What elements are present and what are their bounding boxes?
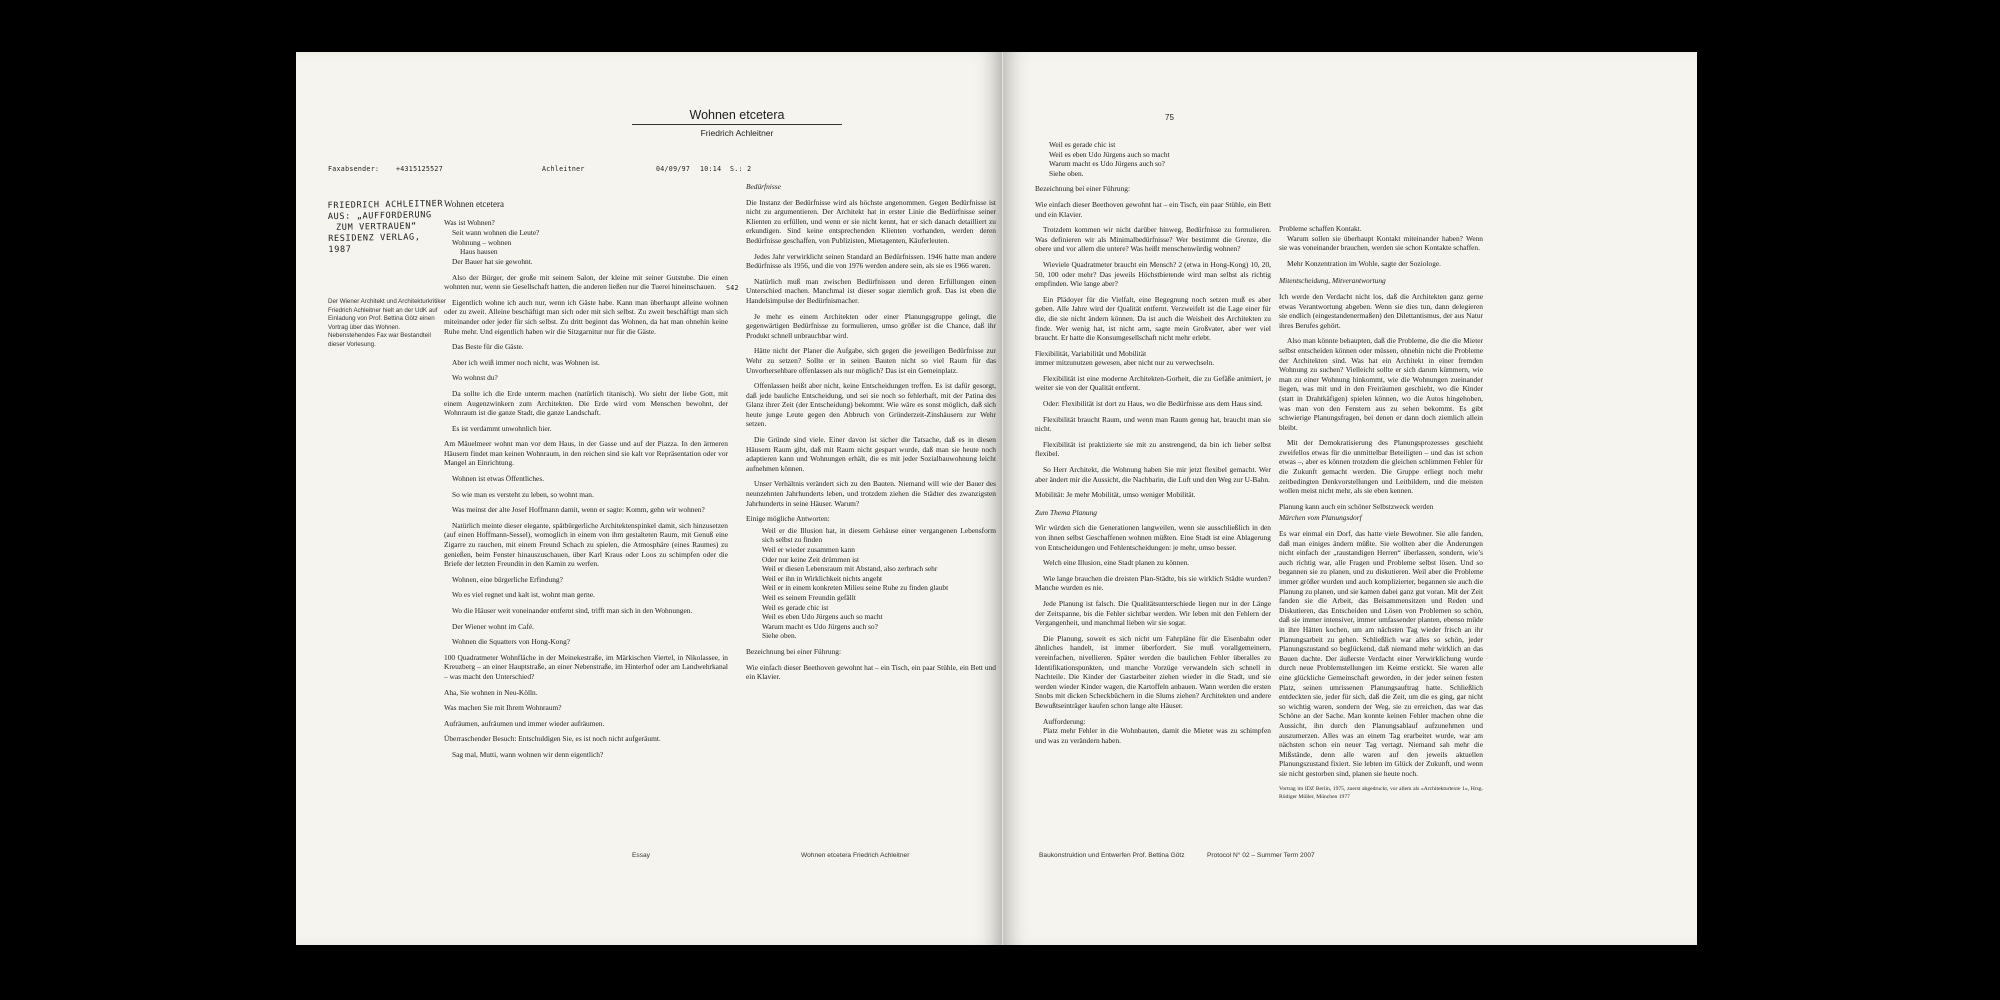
fax-name: Achleitner bbox=[542, 165, 585, 173]
left-column-1: Wohnen etcetera Was ist Wohnen? Seit wann wohnen die Leute? Wohnung – wohnen Haus hausen Der Bauer hat sie gewohnt. Also der Bürger, der große mit seinem Salon, der kleine mit seiner Gutstube. Die einen wohnten nur, wenn sie Gesellschaft hatten, die anderen ließen nur die Tuerei hineinschauen. Eigentlich wohne ich auch nur, wenn ich Gäste habe. Kann man überhaupt alleine wohnen oder zu zweit. Alleine beschäftigt man sich oder mit sich selbst. Zu zweit beschäftigt man sich miteinander oder jeder für sich selbst. Zu dritt beginnt das Wohnen, da hat man ohnehin keine Ruhe mehr. Und eigentlich haben wir die Sitzgarnitur nur für die Gäste. Das Beste für die Gäste. Aber ich weiß immer noch nicht, was Wohnen ist. Wo wohnst du? Da sollte ich die Erde unterm machen (natürlich titanisch). Wo sieht der liebe Gott, mit einem Augenzwinkern zum Architekten. Die Erde wird vom Menschen bewohnt, der Wohnraum ist die ganze Stadt, die ganze Landschaft. Es ist verdammt unwohnlich hier. Am Mäuelmeer wohnt man vor dem Haus, in der Gasse und auf der Piazza. In den ärmeren Häusern findet man keinen Wohnraum, in den reichen sind sie kalt vor Repräsentation oder vor Mangel an Einrichtung. Wohnen ist etwas Öffentliches. So wie man es versteht zu leben, so wohnt man. Was meinst der alte Josef Hoffmann damit, wenn er sagte: Komm, gehn wir wohnen? Natürlich meinte dieser elegante, spätbürgerliche Architektenspinkel damit, sich hinzusetzen (auf einen Hoffmann-Sessel), womoglich in einem von ihm gestalteten Raum, mit Genuß eine Zigarre zu rauchen, mit einem Freund Schach zu spielen, die Atmosphäre (eines Raumes) zu genießen, beim Fenster hinauszuschauen, über Karl Kraus oder Loos zu schimpfen oder die Briefe der letzten Freundin in den Kamin zu werfen. Wohnen, eine bürgerliche Erfindung? Wo es viel regnet und kalt ist, wohnt man gerne. Wo die Häuser weit voneinander entfernt sind, trifft man sich in den Wohnungen. Der Wiener wohnt im Café. Wohnen die Squatters von Hong-Kong? 100 Quadratmeter Wohnfläche in der Meinekestraße, im Märkischen Viertel, in Nikolassee, in Kreuzberg – an einer Hauptstraße, an einer Nebenstraße, im Hinterhof oder am Landwehrkanal – was macht den Unterschied? Aha, Sie wohnen in Neu-Kölln. Was machen Sie mit Ihrem Wohnraum? Aufräumen, aufräumen und immer wieder aufräumen. Überraschender Besuch: Entschuldigen Sie, es ist noch nicht aufgeräumt. Sag mal, Mutti, wann wohnen wir denn eigentlich? bbox=[444, 199, 728, 759]
fax-number: +4315125527 bbox=[396, 165, 443, 173]
fax-margin-number: S42 bbox=[726, 284, 739, 292]
footer-protocol: Protocol N° 02 – Summer Term 2007 bbox=[1207, 852, 1315, 859]
column-heading: Wohnen etcetera bbox=[444, 199, 504, 209]
fax-time: 10:14 bbox=[700, 165, 722, 173]
page-number: 75 bbox=[1165, 113, 1174, 122]
footer-article: Wohnen etcetera Friedrich Achleitner bbox=[801, 852, 910, 859]
right-column-2: Probleme schaffen Kontakt. Warum sollen sie überhaupt Kontakt miteinander haben? Wenn sie was voneinander brauchen, werden sie schon Kontakte schaffen. Mehr Konzentration im Wohle, sagte der Soziologe. Mitentscheidung, Mitverantwortung Ich werde den Verdacht nicht los, daß die Architekten ganz gerne etwas Verantwortung abgeben. Wenn sie dies tun, dann delegieren sie endlich (eingestandenermaßen) den Dilettantismus, der aus Natur ihres Berufes gehört. Also man könnte behaupten, daß die Probleme, die die die Mieter selbst entscheiden können oder müssen, ohnehin nicht die Probleme der Architekten sind. Was hat ein Architekt in einer fremden Wohnung zu suchen? Vielleicht sollte er sich darum kümmern, wie man zu einer Wohnung hinkommt, wie die Wohnungen zueinander liegen, was mit und in den Freiräumen geschieht, wo die Kinder (statt in Drahtkäfigen) spielen können, wo die Autos hingehoben, was man von den Fenstern aus zu sehen bekommt. Es gibt schwierige Planungsfragen, bei denen er dann doch ziemlich allein bleibt. Mit der Demokratisierung des Planungsprozesses geschieht zweifellos etwas für die unmittelbar Beteiligten – und das ist schon etwas –, aber es können trotzdem die gleichen schlimmen Fehler für die Zukunft gemacht werden. Die Gruppe erliegt noch mehr zeitbedingten Denkvorstellungen und Leitbildern, und die meisten wollen meist nicht mehr, als sie eben kennen. Planung kann auch ein schöner Selbstzweck werden Märchen vom Planungsdorf Es war einmal ein Dorf, das hatte viele Bewohner. Sie alle fanden, daß man einiges ändern müßte. Sie wollten aber die Änderungen nicht einfach der „raustandigen Herren“ überlassen, sondern, wie’s auch richtig war, alle Fragen und Probleme selbst lösen. Und so begannen sie zu planen, und zu diskutieren. Weil aber die Probleme immer größer wurden und auch komplizierter, begannen sie auch die Planung zu planen, und sie kamen dabei ganz gut voran. Mit der Zeit fanden sie die Arbeit, das Beisammensitzen und Reden und Diskutieren, das Entscheiden und Lösen von Problemen so schön, daß sie immer intensiver, immer umfassender planten, ebenso müde in ihre Hätten kochen, um am nächsten Tag wieder frisch an ihr Planungsarbeit zu gehen. Schließlich war alles so schön, jeder Planungszustand so beglückend, daß niemand mehr wirklich an das Bauen dachte. Der äußerste Verdacht einer Verwirklichung wurde durch neue Problemstellungen im Keime erstickt. Sie waren alle eine glückliche Gemeinschaft geworden, in der jeder seinen festen Platz, seinen umrissenen Planungsauftrag hatte. Schließlich entdeckten sie, jeder für sich, daß die Zeit, um die es ging, gar nicht so wichtig waren, sondern der Weg, sie zu erreichen, das war das Schöne an der Sache. Man konnte keinen Fehler machen ohne die Aussicht, ihn durch den Planungsablauf aufzunehmen und auszumerzen. Alles was an einem Tag erarbeitet wurde, war am nächsten schon ein neuer Tag vertagt. Niemand sah mehr die Mißstände, denn alle waren auf den jeweils aktuellen Planungszustand fixiert. Sie lebten im Glück der Zukunft, und wenn sie nicht gestorben sind, planen sie heute noch. Vortrag im IDZ Berlin, 1975, zuerst abgedruckt, vor allem als »Architekturtexte 1«, Hrsg. Rüdiger Müller, München 1977 bbox=[1279, 224, 1484, 800]
right-column-1: Weil es gerade chic ist Weil es eben Udo Jürgens auch so macht Warum macht es Udo Jürgens auch so? Siehe oben. Bezeichnung bei einer Führung: Wie einfach dieser Beethoven gewohnt hat – ein Tisch, ein paar Stühle, ein Bett und ein Klavier. Trotzdem kommen wir nicht darüber hinweg, Bedürfnisse zu formulieren. Was definieren wir als Minimalbedürfnisse? Wer bestimmt die Grenze, die obere und vor allem die untere? Was heißt menschenwürdig wohnen? Wieviele Quadratmeter braucht ein Mensch? 2 (etwa in Hong-Kong) 10, 20, 50, 100 oder mehr? Das jeweils Höchstbietende wird man selbst als richtig empfinden. Wie lange aber? Ein Plädoyer für die Vielfalt, eine Begegnung noch setzen muß es aber geben. Alle Jahre wird der Qualität entfernt. Verzweifelt ist die Lage einer für die, die sie nicht ändern können. Da ist auch die Weisheit des Architekten zu finde. Wer wenig hat, ist nicht arm, sagte mein Großvater, aber wer viel braucht. Er hatte die Konsumgesellschaft nicht mehr erlebt. Flexibilität, Variabilität und Mobilität immer mitzunutzen gewesen, aber nicht nur zu verwechseln. Flexibilität ist eine moderne Architekten-Gorheit, die zu Gefäße animiert, je weiter sie von der Qualität entfernt. Oder: Flexibilität ist dort zu Haus, wo die Bedürfnisse aus dem Haus sind. Flexibilität braucht Raum, und wenn man Raum genug hat, braucht man sie nicht. Flexibilität ist praktizierte sie mit zu anstrengend, da bin ich lieber selbst flexibel. So Herr Architekt, die Wohnung haben Sie mir jetzt flexibel gemacht. Wer aber ändert mir die Aussicht, die Nachbarin, die Luft und den Weg zur U-Bahn. Mobilität: Je mehr Mobilität, umso weniger Mobilität. Zum Thema Planung Wir würden sich die Generationen langweilen, wenn sie ausschließlich in den von ihnen selbst Geschaffenen wohnen müßten. Eine Stadt ist eine Ablagerung von Entscheidungen und Fehlentscheidungen: je mehr, umso besser. Welch eine Illusion, eine Stadt planen zu können. Wie lange brauchen die dreisten Plan-Städte, bis sie wirklich Städte wurden? Manche wurden es nie. Jede Planung ist falsch. Die Qualitätsunterschiede liegen nur in der Länge der Zeitspanne, bis die Fehler sichtbar werden. Wir leben mit den Fehlern der Vergangenheit, und manchmal lieben wir sie sogar. Die Planung, soweit es sich nicht um Fahrpläne für die Eisenbahn oder ähnliches handelt, ist immer überfordert. Sie muß vorallgemeinern, vereinfachen, nivellieren. Später werden die baulichen Fehler überalles zu Identifikationspunkten, und manche Vorzüge verwandeln sich schnell in Nachteile. Die Kinder der Gastarbeiter ziehen wieder in die Stadt, und sie werden wieder Kinder wagen, die Kartoffeln anbauen. Wann werden die ersten Snobs mit dicken Scheckbüchern in die Slums ziehen? Architekten und andere Bewußtseinträger kaufen schon lange alte Häuser. Aufforderung: Platz mehr Fehler in die Wohnbauten, damit die Mieter was zu schimpfen und was zu verändern haben. bbox=[1035, 140, 1271, 745]
footer-section: Essay bbox=[632, 852, 650, 859]
fax-page: S.: 2 bbox=[730, 165, 752, 173]
fax-label: Faxabsender: bbox=[328, 165, 380, 173]
footnote: Vortrag im IDZ Berlin, 1975, zuerst abgedruckt, vor allem als »Architekturtexte 1«, Hrsg. Rüdiger Müller, München 1977 bbox=[1279, 786, 1483, 800]
article-author: Friedrich Achleitner bbox=[700, 128, 774, 138]
left-page bbox=[296, 52, 1002, 945]
handwritten-note: FRIEDRICH ACHLEITNER AUS: „AUFFORDERUNG ZUM VERTRAUEN“ RESIDENZ VERLAG, 1987 bbox=[327, 199, 444, 256]
footer-course: Baukonstruktion und Entwerfen Prof. Bettina Götz bbox=[1039, 852, 1185, 859]
left-column-2: Bedürfnisse Die Instanz der Bedürfnisse wird als höchste angenommen. Gegen Bedürfnisse ist nicht zu argumentieren. Der Architekt hat in erster Linie die Bedürfnisse seiner Klienten zu erfüllen, und wenn er sie nicht kennt, hat er sich danach detailliert zu erkundigen. Sind keine entsprechenden Klienten vorhanden, werden deren Bedürfnisse geschaffen, von Publizisten, Mietagenten, Käuferleuten. Jedes Jahr verwirklicht seinen Standard an Bedürfnissen. 1946 hatte man andere Bedürfnisse als 1956, und die von 1976 werden andere sein, als sie es 1966 waren. Natürlich muß man zwischen Bedürfnissen und deren Erfüllungen einen Unterschied machen. Manchmal ist dieser sogar ziemlich groß. Das ist eben die Handelsimpulse der Bedürfnismacher. Je mehr es einem Architekten oder einer Planungsgruppe gelingt, die gegenwärtigen Bedürfnisse zu formulieren, umso größer ist die Chance, daß ihr Produkt schnell unbrauchbar wird. Hätte nicht der Planer die Aufgabe, sich gegen die jeweiligen Bedürfnisse zur Wehr zu setzen? Sollte er in seinen Bauten nicht so viel Raum für das Unvorhersehbare offenlassen als nur möglich? Das ist ein Gemeinplatz. Offenlassen heißt aber nicht, keine Entscheidungen treffen. Es ist dafür gesorgt, daß jede bauliche Entscheidung, und sei sie noch so fehlerhaft, mit der Patina des Glanz ihrer Zeit (der Entscheidung) bekommt. Wie wäre es sonst möglich, daß sich heute junge Leute gegen den Abbruch von Gründerzeit-Zinshäusern zur Wehr setzen. Die Gründe sind viele. Einer davon ist sicher die Tatsache, daß es in diesen Häusern Raum gibt, daß mit Raum nicht gespart wurde, daß man sie heute noch adaptieren kann und Wohnungen erhält, die es mit jeder Sozialbauwohnung leicht aufnehmen können. Unser Verhältnis verändert sich zu den Bauten. Niemand will wie der Bauer des neunzehnten Jahrhunderts leben, und trotzdem ziehen die Städter des zwanzigsten Jahrhunderts in seine Häuser. Warum? Einige mögliche Antworten: Weil er die Illusion hat, in diesem Gehäuse einer vergangenen Lebensform sich selbst zu finden Weil er wieder zusammen kann Oder nur keine Zeit drümmen ist Weil er diesen Lebensraum mit Abstand, also zerbrach sehr Weil er ihn in Wirklichkeit nichts angeht Weil er in einem konkreten Milieu seine Ruhe zu finden glaubt Weil es seinem Freundin gefällt Weil es gerade chic ist Weil es eben Udo Jürgens auch so macht Warum macht es Udo Jürgens auch so? Siehe oben. Bezeichnung bei einer Führung: Wie einfach dieser Beethoven gewohnt hat – ein Tisch, ein paar Stühle, ein Bett und ein Klavier. bbox=[746, 182, 996, 682]
column-heading-2: Bedürfnisse bbox=[746, 182, 781, 191]
sidenote: Der Wiener Architekt und Architekturkritiker Friedrich Achleitner hielt an der UdK auf Einladung von Prof. Bettina Götz einen Vortrag über das Wohnen. Nebenstehendes Fax war Bestandteil dieser Vorlesung. bbox=[328, 298, 446, 348]
right-page bbox=[1003, 52, 1697, 945]
article-title: Wohnen etcetera bbox=[632, 108, 842, 125]
fax-date: 04/09/97 bbox=[656, 165, 691, 173]
